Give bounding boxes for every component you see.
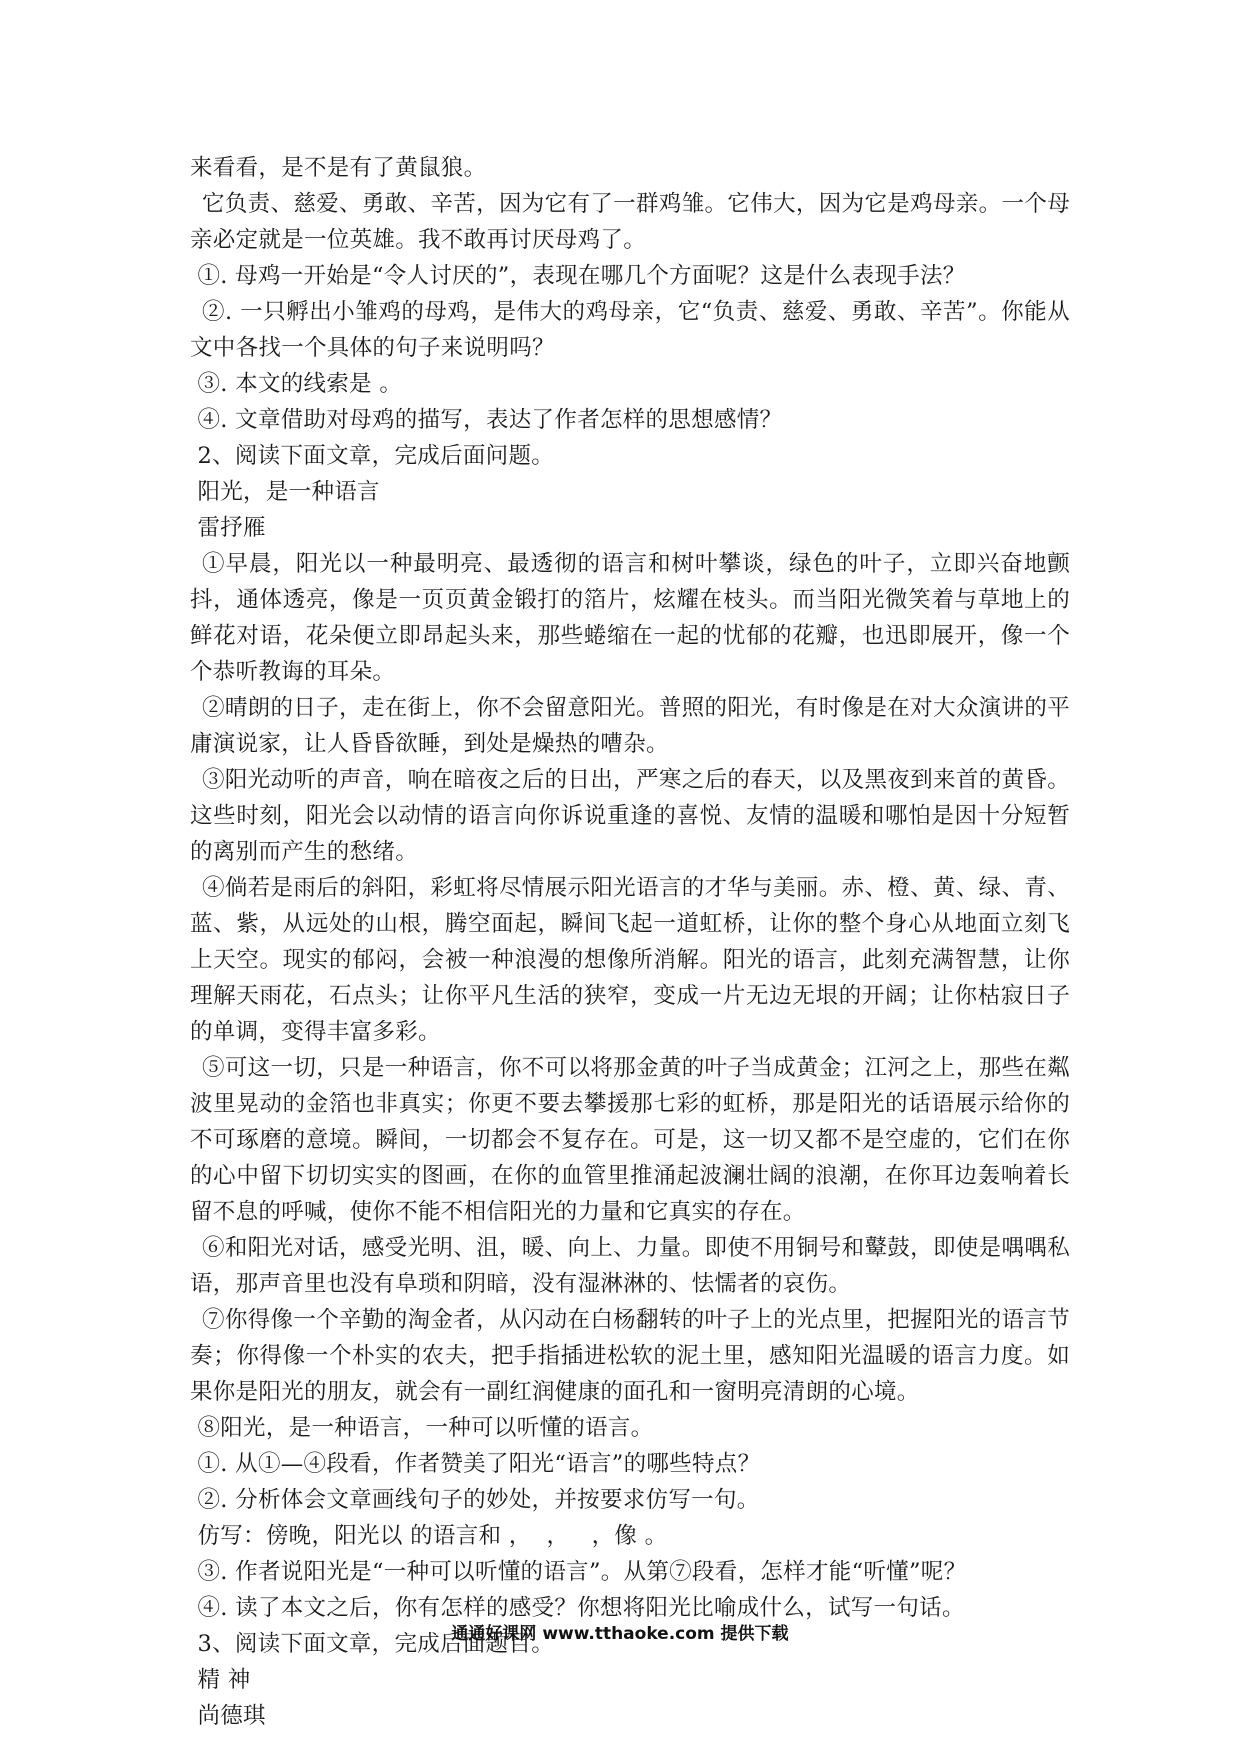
paragraph: ②晴朗的日子，走在街上，你不会留意阳光。普照的阳光，有时像是在对大众演讲的平庸演说家，让人昏昏欲睡，到处是燥热的嘈杂。 xyxy=(190,695,1070,757)
question-paragraph: ②. 一只孵出小雏鸡的母鸡，是伟大的鸡母亲，它“负责、慈爱、勇敢、辛苦”。你能从文中各找一个具体的句子来说明吗？ xyxy=(190,299,1070,361)
question-line: ④. 文章借助对母鸡的描写，表达了作者怎样的思想感情？ xyxy=(190,407,783,433)
section-heading: 3、阅读下面文章，完成后面题目。 xyxy=(190,1631,555,1657)
question-line: ④. 读了本文之后，你有怎样的感受？你想将阳光比喻成什么，试写一句话。 xyxy=(190,1595,965,1621)
paragraph: ⑥和阳光对话，感受光明、沮，暖、向上、力量。即使不用铜号和鼙鼓，即使是喁喁私语，那声音里也没有阜琐和阴暗，没有湿淋淋的、怯懦者的哀伤。 xyxy=(190,1235,1070,1297)
question-line: ①. 从①—④段看，作者赞美了阳光“语言”的哪些特点？ xyxy=(190,1451,761,1477)
document-body xyxy=(190,150,1070,1734)
article-title: 精 神 xyxy=(190,1667,251,1693)
question-line: ②. 分析体会文章画线句子的妙处，并按要求仿写一句。 xyxy=(190,1487,760,1513)
paragraph: ①早晨，阳光以一种最明亮、最透彻的语言和树叶攀谈，绿色的叶子，立即兴奋地颤抖，通体透亮，像是一页页黄金锻打的箔片，炫耀在枝头。而当阳光微笑着与草地上的鲜花对语，花朵便立即昂起头来，那些蜷缩在一起的忧郁的花瓣，也迅即展开，像一个个恭听教诲的耳朵。 xyxy=(190,551,1070,685)
text-line: 来看看，是不是有了黄鼠狼。 xyxy=(190,155,487,181)
question-line: 仿写：傍晚，阳光以 的语言和 ， ， ，像 。 xyxy=(190,1523,668,1549)
paragraph: ③阳光动听的声音，响在暗夜之后的日出，严寒之后的春天，以及黑夜到来首的黄昏。这些时刻，阳光会以动情的语言向你诉说重逢的喜悦、友情的温暖和哪怕是因十分短暂的离别而产生的愁绪。 xyxy=(190,767,1070,865)
paragraph: ⑦你得像一个辛勤的淘金者，从闪动在白杨翻转的叶子上的光点里，把握阳光的语言节奏；你得像一个朴实的农夫，把手指插进松软的泥土里，感知阳光温暖的语言力度。如果你是阳光的朋友，就会有一副红润健康的面孔和一窗明亮清朗的心境。 xyxy=(190,1307,1070,1405)
article-author: 尚德琪 xyxy=(190,1703,266,1729)
text-line: ⑧阳光，是一种语言，一种可以听懂的语言。 xyxy=(190,1415,654,1441)
article-author: 雷抒雁 xyxy=(190,515,266,541)
paragraph: 它负责、慈爱、勇敢、辛苦，因为它有了一群鸡雏。它伟大，因为它是鸡母亲。一个母亲必定就是一位英雄。我不敢再讨厌母鸡了。 xyxy=(190,191,1070,253)
question-line: ①. 母鸡一开始是“令人讨厌的”，表现在哪几个方面呢？这是什么表现手法？ xyxy=(190,263,966,289)
page-footer: 通通好课网 www.tthaoke.com 提供下载 xyxy=(451,1624,789,1644)
question-line: ③. 本文的线索是 。 xyxy=(190,371,403,397)
question-line: ③. 作者说阳光是“一种可以听懂的语言”。从第⑦段看，怎样才能“听懂”呢？ xyxy=(190,1559,967,1585)
article-title: 阳光，是一种语言 xyxy=(190,479,380,505)
section-heading: 2、阅读下面文章，完成后面问题。 xyxy=(190,443,555,469)
paragraph: ⑤可这一切，只是一种语言，你不可以将那金黄的叶子当成黄金；江河之上，那些在粼波里晃动的金箔也非真实；你更不要去攀援那七彩的虹桥，那是阳光的话语展示给你的不可琢磨的意境。瞬间，一切都会不复存在。可是，这一切又都不是空虚的，它们在你的心中留下切切实实的图画，在你的血管里推涌起波澜壮阔的浪潮，在你耳边轰响着长留不息的呼喊，使你不能不相信阳光的力量和它真实的存在。 xyxy=(190,1055,1070,1225)
paragraph: ④倘若是雨后的斜阳，彩虹将尽情展示阳光语言的才华与美丽。赤、橙、黄、绿、青、蓝、紫，从远处的山根，腾空面起，瞬间飞起一道虹桥，让你的整个身心从地面立刻飞上天空。现实的郁闷，会被一种浪漫的想像所消解。阳光的语言，此刻充满智慧，让你理解天雨花，石点头；让你平凡生活的狭窄，变成一片无边无垠的开阔；让你枯寂日子的单调，变得丰富多彩。 xyxy=(190,875,1070,1045)
